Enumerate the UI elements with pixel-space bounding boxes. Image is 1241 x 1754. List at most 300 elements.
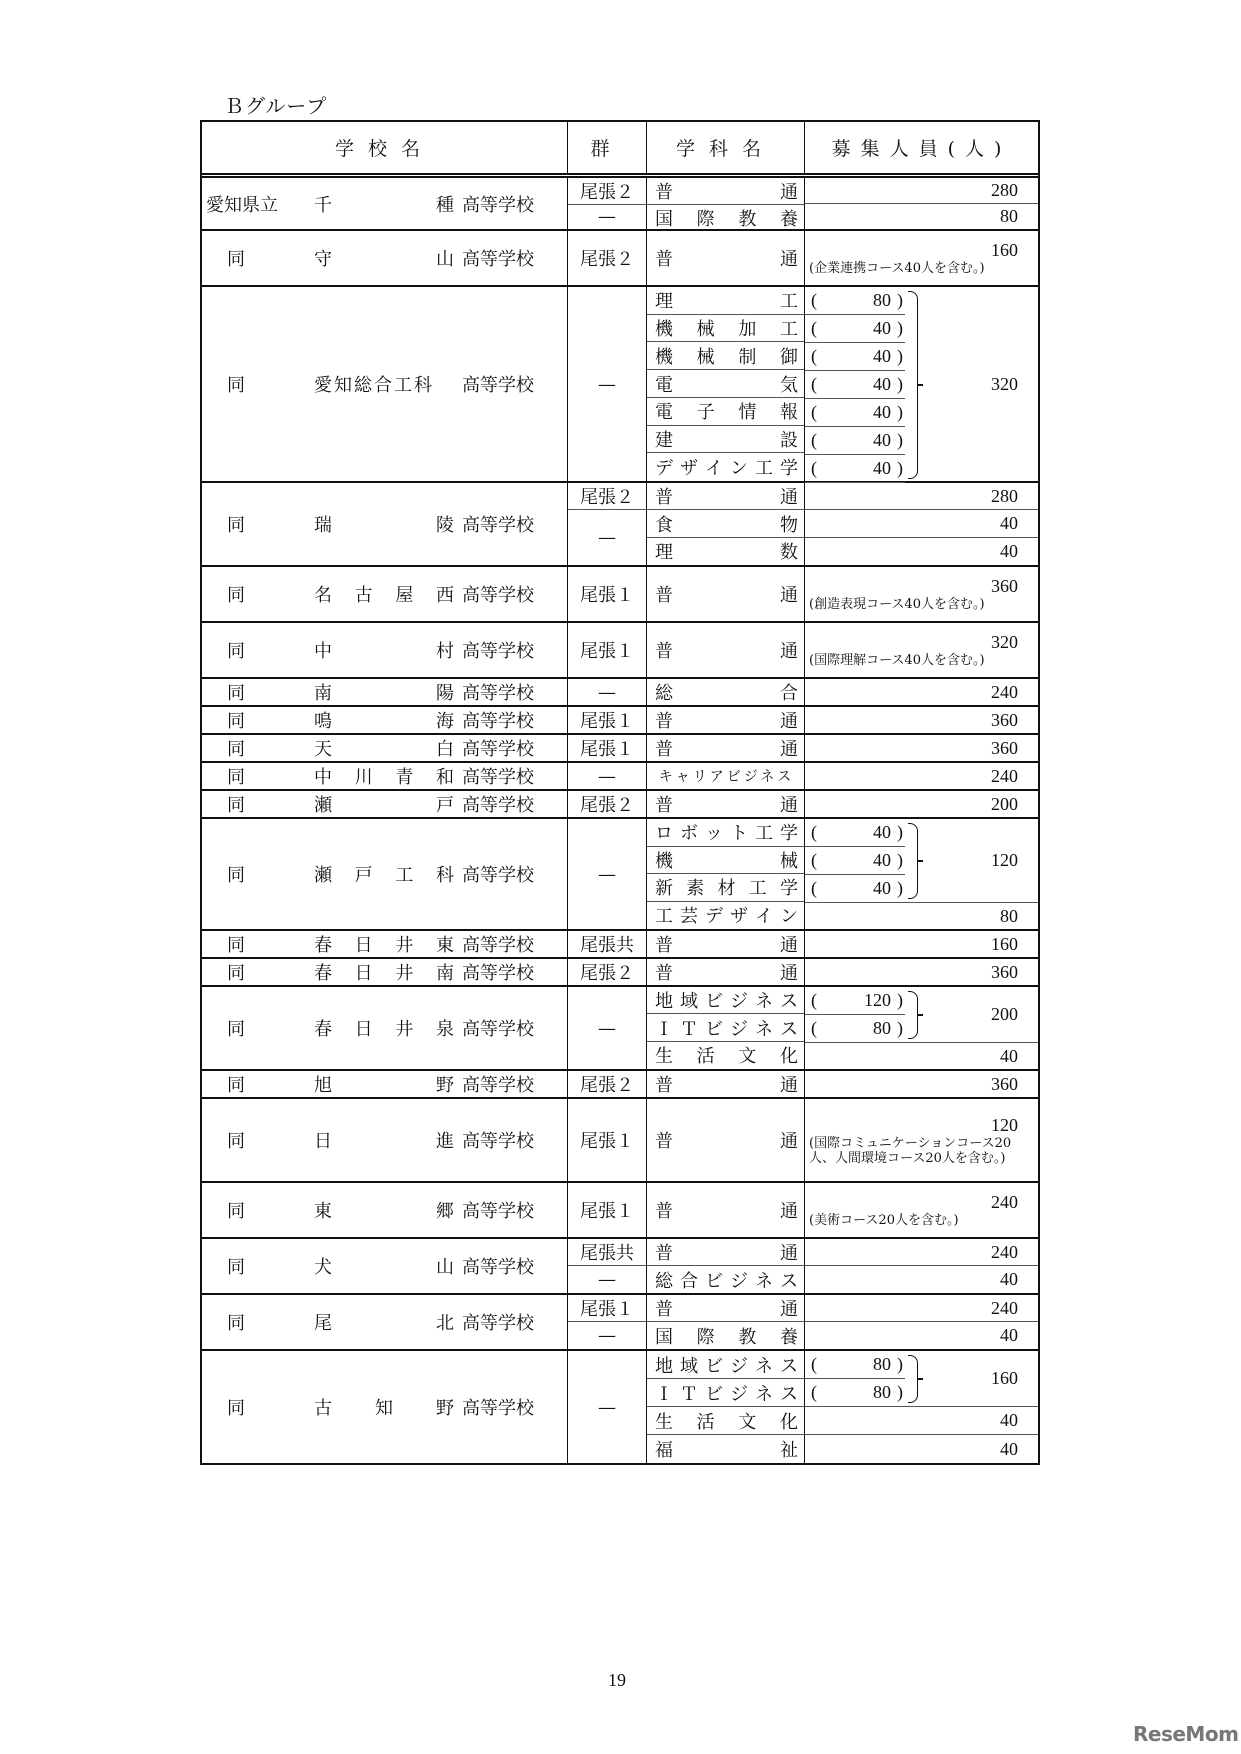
department-char: 機 [655,319,673,341]
table-row [202,931,1038,959]
group-column [568,707,647,733]
school-name-char: 古 [314,1398,332,1419]
subvalue: 40 [873,374,891,394]
department-char: 通 [780,963,798,984]
department-char: 通 [780,1201,798,1222]
group-column [568,178,647,229]
capacity-subvalue [805,343,905,371]
capacity-cell: 80 [1000,205,1018,226]
group-column [568,1351,647,1463]
department-char: 通 [780,1075,798,1096]
capacity-bracket-group [805,287,1038,483]
school-name-cell [202,1295,568,1349]
school-name [314,1127,454,1153]
department-cell [647,1239,804,1266]
department-column [647,735,805,761]
capacity-subvalue [805,315,905,343]
brace-tip-icon [917,1014,923,1016]
department-cell [647,1266,804,1293]
school-name-char: 天 [314,739,332,760]
school-name [314,735,454,761]
school-name-char: 泉 [435,1019,454,1040]
capacity-bracket-group [805,1351,1038,1407]
department-char: 域 [680,1355,698,1377]
capacity-cell: 280 [805,483,1038,510]
table-row [202,707,1038,735]
school-name [314,791,454,817]
school-name-cell [202,763,568,789]
capacity-column [805,483,1038,565]
department-cell [647,735,804,761]
department-cell [647,1351,804,1379]
capacity-column [805,987,1038,1069]
department-char: 工 [748,878,767,900]
group-cell: 尾張２ [580,249,634,270]
school-prefix: 同 [227,1313,245,1334]
capacity-cell: 40 [1000,540,1018,561]
capacity-cell: 40 [1000,1045,1018,1066]
subvalue: 40 [873,346,891,366]
admissions-table [200,120,1040,1465]
department-char: ジ [730,1270,748,1292]
school-name-char: 千 [314,194,332,216]
school-name-char: 種 [436,194,454,216]
header-department: 学科名 [647,122,805,173]
school-prefix: 同 [227,795,245,816]
school-name-char: 日 [354,935,373,956]
department-char: 機 [655,346,673,368]
group-column [568,959,647,985]
header-school: 学校名 [202,122,568,173]
capacity-total: 320 [991,374,1018,394]
department-char: ボ [680,823,698,845]
school-prefix: 同 [227,1257,245,1278]
department-char: ジ [730,1018,748,1040]
department-column [647,819,805,929]
department-char: ス [780,991,798,1013]
department-char: 通 [780,1299,798,1320]
department-char: 子 [696,402,715,424]
capacity-column [805,1239,1038,1293]
brace-tip-icon [917,1378,923,1380]
department-column [647,1351,805,1463]
department-cell [647,370,804,398]
school-name-cell [202,987,568,1069]
capacity-cell [805,231,1038,285]
department-cell [647,1071,804,1097]
department-char: 文 [738,1411,757,1433]
department-char: ン [730,458,748,480]
school-name-cell [202,1239,568,1293]
department-cell [647,1379,804,1407]
school-name-cell [202,231,568,285]
department-char: 御 [779,346,798,368]
department-char: 機 [655,850,673,872]
school-name-char: 戸 [436,795,454,816]
department-char: 通 [780,1243,798,1264]
capacity-cell: 40 [805,510,1038,537]
department-char: 普 [655,739,673,760]
department-cell [647,819,804,847]
department-char: ジ [730,1355,748,1377]
capacity-total: 200 [991,1004,1018,1024]
group-column [568,483,647,565]
department-char: 生 [655,1046,673,1068]
table-row [202,1351,1038,1463]
department-cell [647,902,804,929]
school-kind: 高等学校 [462,1131,534,1152]
department-cell [647,342,804,370]
brace-tip-icon [917,384,923,386]
school-name [314,581,454,607]
department-char: ッ [705,823,723,845]
table-row [202,987,1038,1071]
department-column [647,1295,805,1349]
table-row [202,623,1038,679]
school-kind: 高等学校 [462,795,534,816]
department-char: 普 [655,181,673,203]
department-column [647,931,805,957]
capacity-cell: 360 [991,737,1018,758]
department-char: 通 [780,249,798,270]
department-cell [647,791,804,817]
department-char: 食 [655,514,673,536]
school-prefix: 同 [227,865,245,886]
capacity-total: 160 [991,1368,1018,1388]
department-char: 工 [780,291,798,313]
capacity-cell: 40 [1000,1438,1018,1459]
capacity-cell: 240 [805,1239,1038,1266]
table-row [202,1071,1038,1099]
school-prefix: 同 [227,1201,245,1222]
department-char: 活 [696,1411,715,1433]
school-prefix: 同 [227,585,245,606]
department-char: 教 [738,208,757,230]
department-char: 際 [696,1326,715,1348]
department-char: 気 [780,374,798,396]
school-name [314,191,454,217]
open-paren: ( [811,1018,817,1038]
subvalue: 40 [873,878,891,898]
department-char: 普 [655,585,673,606]
department-char: Ｉ [655,1383,673,1405]
department-char: 養 [779,1326,798,1348]
capacity-cell [805,1099,1038,1181]
group-column [568,763,647,789]
close-paren: ) [897,318,903,338]
school-name-char: 知 [375,1398,393,1419]
header-group: 群 [568,122,647,173]
table-row [202,763,1038,791]
capacity-subvalue [805,875,905,903]
group-column [568,231,647,285]
subvalue: 40 [873,430,891,450]
school-name-cell [202,791,568,817]
group-cell: 尾張１ [580,711,634,732]
school-name [314,763,454,789]
department-char: 制 [738,346,757,368]
department-char: ビ [705,1270,723,1292]
department-char: 普 [655,1299,673,1320]
department-char: 情 [738,402,757,424]
school-prefix: 同 [227,1019,245,1040]
school-name-char: 山 [436,249,454,270]
capacity-subvalue [805,847,905,875]
school-name-char: 春 [314,963,332,984]
department-char: 通 [780,1131,798,1152]
school-name-cell [202,819,568,929]
group-cell: — [598,1396,616,1418]
subvalue: 40 [873,318,891,338]
department-char: Ｉ [655,1018,673,1040]
capacity-value: 320 [991,632,1018,652]
school-name-char: 瀬 [314,795,332,816]
school-name-cell [202,483,568,565]
school-name [314,371,454,397]
school-prefix: 同 [227,1398,245,1419]
department-char: 総 [655,1270,673,1292]
capacity-subvalue [805,1379,905,1407]
department-column [647,231,805,285]
school-name-char: 屋 [395,585,414,606]
capacity-total: 120 [991,850,1018,870]
school-name-cell [202,1183,568,1237]
group-cell: 尾張２ [568,483,646,510]
open-paren: ( [811,318,817,338]
department-char: 普 [655,487,673,509]
group-column [568,679,647,705]
capacity-cell [805,623,1038,677]
capacity-cell: 240 [991,765,1018,786]
school-name-cell [202,735,568,761]
group-cell: — [598,527,616,549]
open-paren: ( [811,822,817,842]
capacity-note: (企業連携コース40人を含む。) [809,261,985,276]
department-char: 生 [655,1411,673,1433]
school-name [314,511,454,537]
department-column [647,1183,805,1237]
department-char: 国 [655,1326,673,1348]
school-name-char: 川 [354,767,373,788]
capacity-cell: 240 [805,1295,1038,1322]
group-column [568,819,647,929]
group-cell: 尾張２ [580,963,634,984]
table-row [202,1183,1038,1239]
capacity-column [805,735,1038,761]
department-char: 通 [780,935,798,956]
capacity-column [805,707,1038,733]
department-column [647,1239,805,1293]
capacity-column [805,231,1038,285]
subvalue: 40 [873,458,891,478]
group-cell: — [598,681,616,703]
capacity-cell: 80 [1000,905,1018,926]
capacity-cell [805,1183,1038,1237]
department-char: 普 [655,1131,673,1152]
department-cell [647,1183,804,1237]
department-cell [647,538,804,565]
school-name [314,1197,454,1223]
department-char: 地 [655,1355,673,1377]
department-char: ザ [730,906,748,928]
close-paren: ) [897,1018,903,1038]
school-name [314,1253,454,1279]
department-char: ン [780,906,798,928]
table-row [202,231,1038,287]
school-name [314,1071,454,1097]
school-name-cell [202,931,568,957]
capacity-subvalue [805,819,905,847]
group-column [568,1295,647,1349]
capacity-cell [805,567,1038,621]
department-char: Ｔ [680,1383,698,1405]
school-prefix: 同 [227,739,245,760]
open-paren: ( [811,430,817,450]
close-paren: ) [897,1382,903,1402]
school-name-char: 陽 [436,683,454,704]
group-cell: — [598,863,616,885]
school-kind: 高等学校 [462,1257,534,1278]
close-paren: ) [897,290,903,310]
open-paren: ( [811,878,817,898]
department-cell [647,1295,804,1322]
capacity-column [805,679,1038,705]
group-cell: 尾張１ [580,1201,634,1222]
department-column [647,623,805,677]
department-cell [647,205,804,231]
group-cell: 尾張１ [580,1131,634,1152]
capacity-subvalue [805,287,905,315]
school-kind: 高等学校 [462,1201,534,1222]
capacity-note: (国際コミュニケーションコース20人、人間環境コース20人を含む。) [809,1135,1012,1166]
group-column [568,1239,647,1293]
capacity-column [805,791,1038,817]
department-char: 通 [780,585,798,606]
school-name-char: 日 [314,1131,332,1152]
school-prefix: 同 [227,641,245,662]
school-name-char: 古 [354,585,373,606]
department-char: 材 [717,878,736,900]
capacity-value: 240 [991,1192,1018,1212]
department-char: ス [780,1355,798,1377]
department-char: 合 [680,1270,698,1292]
school-kind: 高等学校 [462,194,534,216]
school-name-char: 南 [435,963,454,984]
department-char: ネ [755,1383,773,1405]
school-name-char: 野 [436,1398,454,1419]
capacity-column [805,819,1038,929]
department-char: 加 [738,319,757,341]
school-name-char: 和 [435,767,454,788]
group-cell: 尾張共 [568,1239,646,1266]
department-cell [647,1435,804,1463]
subvalue: 80 [873,290,891,310]
group-cell: — [598,1017,616,1039]
open-paren: ( [811,402,817,422]
department-char: ネ [755,1018,773,1040]
close-paren: ) [897,346,903,366]
department-char: 合 [780,683,798,704]
department-char: 際 [696,208,715,230]
school-name-char: 野 [436,1075,454,1096]
department-char: 普 [655,795,673,816]
department-char: 報 [779,402,798,424]
department-column [647,679,805,705]
capacity-column [805,178,1038,229]
school-kind: 高等学校 [462,963,534,984]
department-column [647,791,805,817]
department-column [647,1071,805,1097]
school-name-char: 井 [395,963,414,984]
department-char: 械 [780,850,798,872]
capacity-column [805,1099,1038,1181]
school-name-cell [202,1351,568,1463]
group-cell: 尾張２ [568,178,646,205]
school-prefix: 同 [227,963,245,984]
open-paren: ( [811,850,817,870]
capacity-subvalue [805,455,905,483]
department-char: 活 [696,1046,715,1068]
capacity-subvalue [805,987,905,1015]
school-kind: 高等学校 [462,711,534,732]
department-char: 電 [655,402,673,424]
department-char: 工 [755,458,773,480]
capacity-column [805,1183,1038,1237]
school-prefix: 同 [227,935,245,956]
department-char: 物 [780,514,798,536]
capacity-subvalue [805,371,905,399]
department-cell [647,426,804,454]
capacity-cell: 160 [991,933,1018,954]
capacity-column [805,287,1038,481]
school-name-char: 西 [435,585,454,606]
group-column [568,931,647,957]
department-cell [647,510,804,537]
department-cell [647,847,804,875]
capacity-note: (美術コース20人を含む。) [809,1213,959,1228]
school-kind: 高等学校 [462,249,534,270]
department-cell [647,398,804,426]
page-number: 19 [608,1670,626,1690]
department-char: 学 [780,878,798,900]
school-name-char: 守 [314,249,332,270]
group-cell: — [598,206,616,228]
group-column [568,567,647,621]
department-char: 福 [655,1440,673,1461]
department-char: 通 [780,739,798,760]
department-char: 国 [655,208,673,230]
department-char: 設 [780,429,798,451]
table-row [202,791,1038,819]
department-char: 祉 [780,1440,798,1461]
school-kind: 高等学校 [462,767,534,788]
school-kind: 高等学校 [462,585,534,606]
department-char: 数 [780,542,798,564]
department-char: 化 [779,1046,798,1068]
school-name-char: 尾 [314,1313,332,1334]
subvalue: 80 [873,1382,891,1402]
table-row [202,567,1038,623]
capacity-subvalue [805,427,905,455]
table-row [202,287,1038,483]
school-prefix: 同 [227,1131,245,1152]
school-name [314,1309,454,1335]
group-column [568,1071,647,1097]
department-char: ネ [755,1355,773,1377]
school-name [314,861,454,887]
table-row [202,679,1038,707]
department-char: ビ [705,1355,723,1377]
